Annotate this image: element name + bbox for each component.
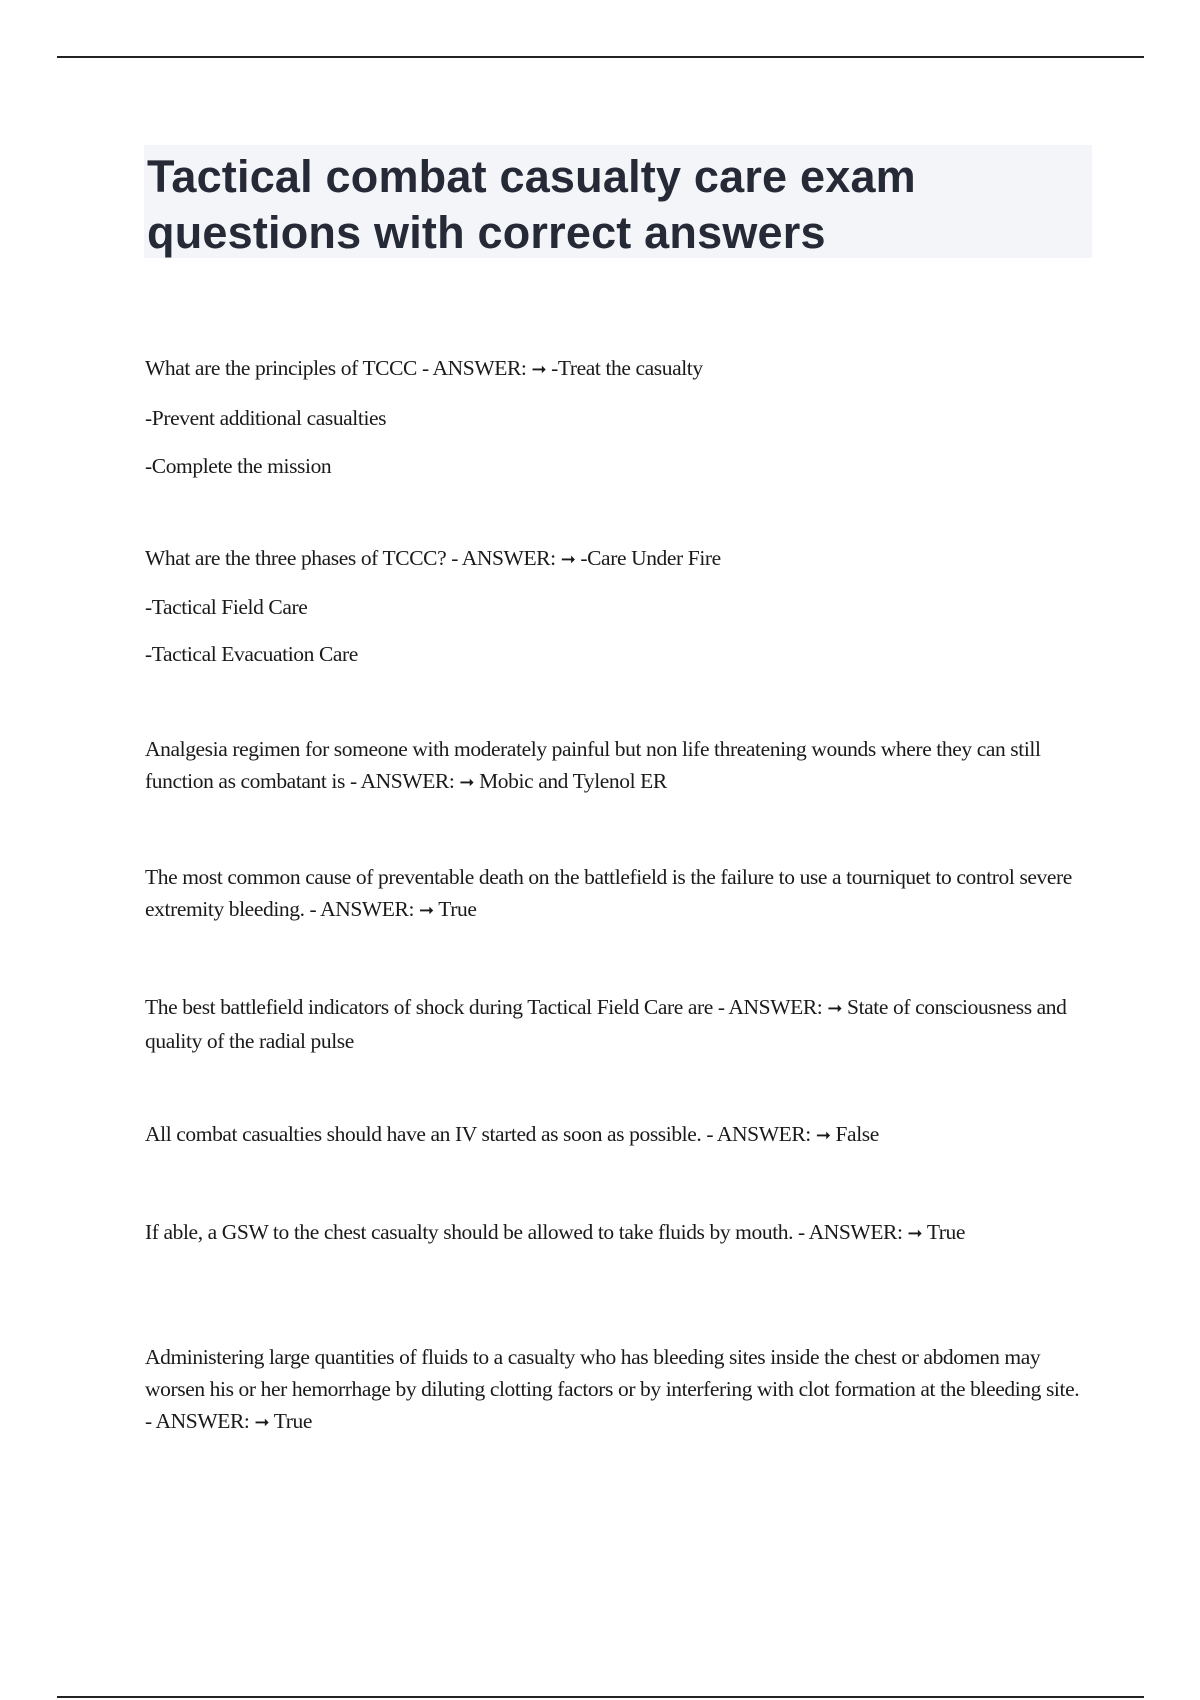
arrow-icon: ➞	[254, 1412, 270, 1433]
question-text: If able, a GSW to the chest casualty should be allowed to take fluids by mouth. - ANSWER:	[145, 1220, 908, 1244]
question-line	[145, 1341, 1090, 1439]
title-banner	[144, 145, 1092, 258]
arrow-icon: ➞	[827, 998, 843, 1019]
question-text: The best battlefield indicators of shock during Tactical Field Care are - ANSWER:	[145, 995, 828, 1019]
answer-line: -Tactical Field Care	[145, 595, 308, 619]
answer-text: True	[269, 1409, 312, 1433]
question-text: What are the principles of TCCC - ANSWER:	[145, 356, 532, 380]
answer-text: Mobic and Tylenol ER	[474, 769, 667, 793]
answer-text: -Care Under Fire	[575, 546, 721, 570]
answer-line: -Prevent additional casualties	[145, 406, 387, 430]
arrow-icon: ➞	[419, 900, 434, 921]
question-line	[145, 1216, 965, 1250]
answer-line: -Tactical Evacuation Care	[145, 642, 358, 666]
question-text: The most common cause of preventable death on the battlefield is the failure to use a tourniquet to control severe extremity bleeding. - ANSWER:	[145, 865, 1077, 921]
qa-item	[145, 1341, 1090, 1439]
answer-text: False	[830, 1122, 879, 1146]
answer-text: True	[433, 897, 477, 921]
qa-item	[145, 1118, 879, 1152]
question-text: What are the three phases of TCCC? - ANSWER:	[145, 546, 561, 570]
qa-item	[145, 991, 1090, 1057]
top-rule	[57, 56, 1144, 58]
qa-item	[145, 733, 1090, 799]
qa-item	[145, 352, 703, 482]
qa-item	[145, 1216, 965, 1250]
arrow-icon: ➞	[531, 359, 547, 380]
document-title: Tactical combat casualty care exam questions with correct answers	[147, 151, 916, 258]
answer-text: -Treat the casualty	[546, 356, 703, 380]
question-line	[145, 352, 703, 386]
arrow-icon: ➞	[815, 1125, 831, 1146]
question-line	[145, 861, 1090, 927]
question-line	[145, 733, 1090, 799]
answer-text: State of consciousness and quality of the radial pulse	[145, 995, 1072, 1053]
question-line	[145, 542, 721, 576]
answer-line: -Complete the mission	[145, 454, 332, 478]
arrow-icon: ➞	[560, 549, 576, 570]
question-text: All combat casualties should have an IV started as soon as possible. - ANSWER:	[145, 1122, 816, 1146]
qa-item	[145, 542, 721, 670]
arrow-icon: ➞	[459, 772, 475, 793]
question-line	[145, 991, 1090, 1057]
qa-item	[145, 861, 1090, 927]
answer-text: True	[922, 1220, 966, 1244]
question-line	[145, 1118, 879, 1152]
bottom-rule	[57, 1696, 1144, 1698]
arrow-icon: ➞	[907, 1223, 923, 1244]
question-text: Analgesia regimen for someone with moderately painful but non life threatening wounds where they can still function as combatant is - ANSWER:	[145, 737, 1046, 793]
question-text: Administering large quantities of fluids to a casualty who has bleeding sites inside the chest or abdomen may worsen his or her hemorrhage by diluting clotting factors or by interfering with clot formation at the bleeding site. - ANSWER:	[145, 1345, 1085, 1433]
